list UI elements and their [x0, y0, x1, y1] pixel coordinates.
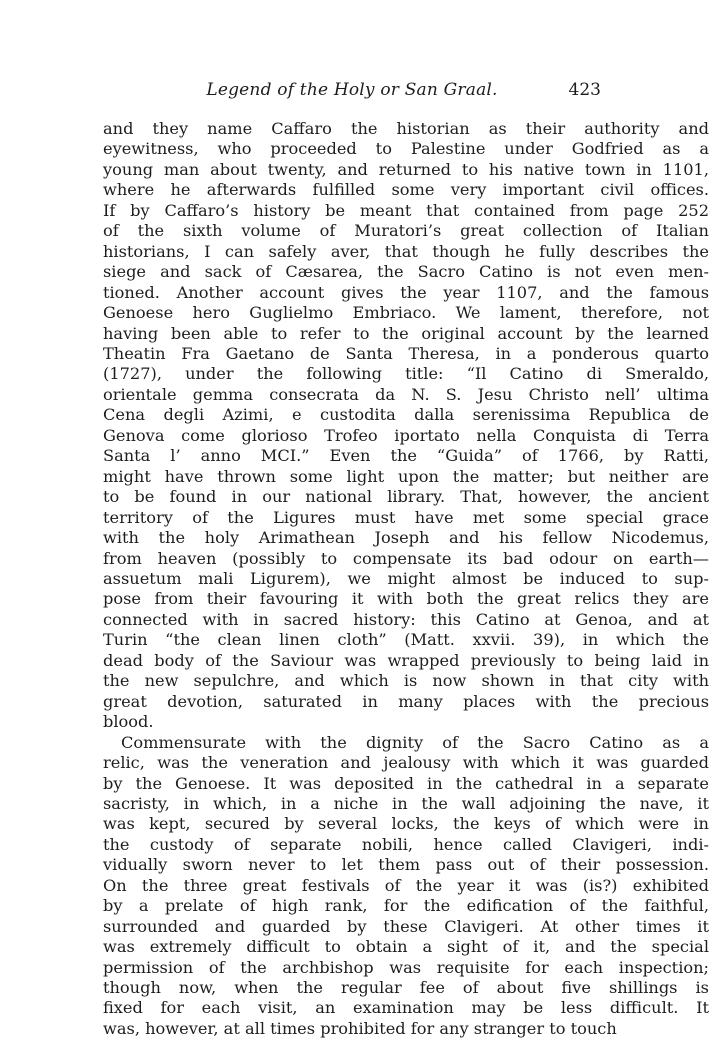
text-line: eyewitness, who proceeded to Palestine under Godfried as a	[103, 139, 709, 159]
text-line: (1727), under the following title: “Il Catino di Smeraldo,	[103, 364, 709, 384]
paragraph	[103, 733, 709, 1039]
text-line: Genova come glorioso Trofeo iportato nella Conquista di Terra	[103, 425, 709, 445]
text-line: territory of the Ligures must have met some special grace	[103, 507, 709, 527]
text-line: great devotion, saturated in many places with the precious	[103, 691, 709, 711]
text-line: surrounded and guarded by these Clavigeri. At other times it	[103, 916, 709, 936]
text-line: vidually sworn never to let them pass out of their possession.	[103, 855, 709, 875]
text-line: siege and sack of Cæsarea, the Sacro Catino is not even men-	[103, 262, 709, 282]
text-line: young man about twenty, and returned to his native town in 1101,	[103, 159, 709, 179]
text-line: If by Caffaro’s history be meant that contained from page 252	[103, 200, 709, 220]
paragraph	[103, 119, 709, 733]
text-line: with the holy Arimathean Joseph and his fellow Nicodemus,	[103, 528, 709, 548]
text-line: historians, I can safely aver, that though he fully describes the	[103, 241, 709, 261]
text-line: sacristy, in which, in a niche in the wall adjoining the nave, it	[103, 793, 709, 813]
text-line: fixed for each visit, an examination may be less difficult. It	[103, 998, 709, 1018]
text-line: relic, was the veneration and jealousy with which it was guarded	[103, 753, 709, 773]
text-line: might have thrown some light upon the matter; but neither are	[103, 466, 709, 486]
text-line: On the three great festivals of the year it was (is?) exhibited	[103, 875, 709, 895]
page-header	[103, 80, 601, 104]
running-title: Legend of the Holy or San Graal.	[206, 80, 498, 100]
text-line: Santa l’ anno MCI.” Even the “Guida” of 1766, by Ratti,	[103, 446, 709, 466]
text-line: Theatin Fra Gaetano de Santa Theresa, in a ponderous quarto	[103, 343, 709, 363]
text-line: Commensurate with the dignity of the Sacro Catino as a	[121, 732, 709, 752]
text-line: from heaven (possibly to compensate its bad odour on earth—	[103, 548, 709, 568]
text-line: tioned. Another account gives the year 1107, and the famous	[103, 282, 709, 302]
text-line: permission of the archbishop was requisite for each inspection;	[103, 957, 709, 977]
text-line: blood.	[103, 712, 154, 732]
text-line: Cena degli Azimi, e custodita dalla serenissima Republica de	[103, 405, 709, 425]
text-line: by a prelate of high rank, for the edification of the faithful,	[103, 896, 709, 916]
text-line: where he afterwards fulfilled some very important civil offices.	[103, 180, 709, 200]
text-line: connected with in sacred history: this Catino at Genoa, and at	[103, 609, 709, 629]
text-line: by the Genoese. It was deposited in the cathedral in a separate	[103, 773, 709, 793]
text-line: dead body of the Saviour was wrapped previously to being laid in	[103, 650, 709, 670]
text-line: to be found in our national library. That, however, the ancient	[103, 487, 709, 507]
text-line: pose from their favouring it with both the great relics they are	[103, 589, 709, 609]
text-line: Genoese hero Guglielmo Embriaco. We lament, therefore, not	[103, 303, 709, 323]
text-line: though now, when the regular fee of about five shillings is	[103, 978, 709, 998]
text-line: orientale gemma consecrata da N. S. Jesu Christo nell’ ultima	[103, 384, 709, 404]
text-line: the custody of separate nobili, hence called Clavigeri, indi-	[103, 834, 709, 854]
body-text	[103, 119, 709, 1039]
text-line: and they name Caffaro the historian as their authority and	[103, 119, 709, 138]
text-line: the new sepulchre, and which is now shown in that city with	[103, 671, 709, 691]
text-line: was extremely difficult to obtain a sight of it, and the special	[103, 937, 709, 957]
page-number: 423	[568, 80, 601, 100]
text-line: was kept, secured by several locks, the keys of which were in	[103, 814, 709, 834]
text-line: Turin “the clean linen cloth” (Matt. xxvii. 39), in which the	[103, 630, 709, 650]
text-line: assuetum mali Ligurem), we might almost be induced to sup-	[103, 568, 709, 588]
text-line: was, however, at all times prohibited for any stranger to touch	[103, 1018, 617, 1038]
text-line: having been able to refer to the original account by the learned	[103, 323, 709, 343]
text-line: of the sixth volume of Muratori’s great collection of Italian	[103, 221, 709, 241]
